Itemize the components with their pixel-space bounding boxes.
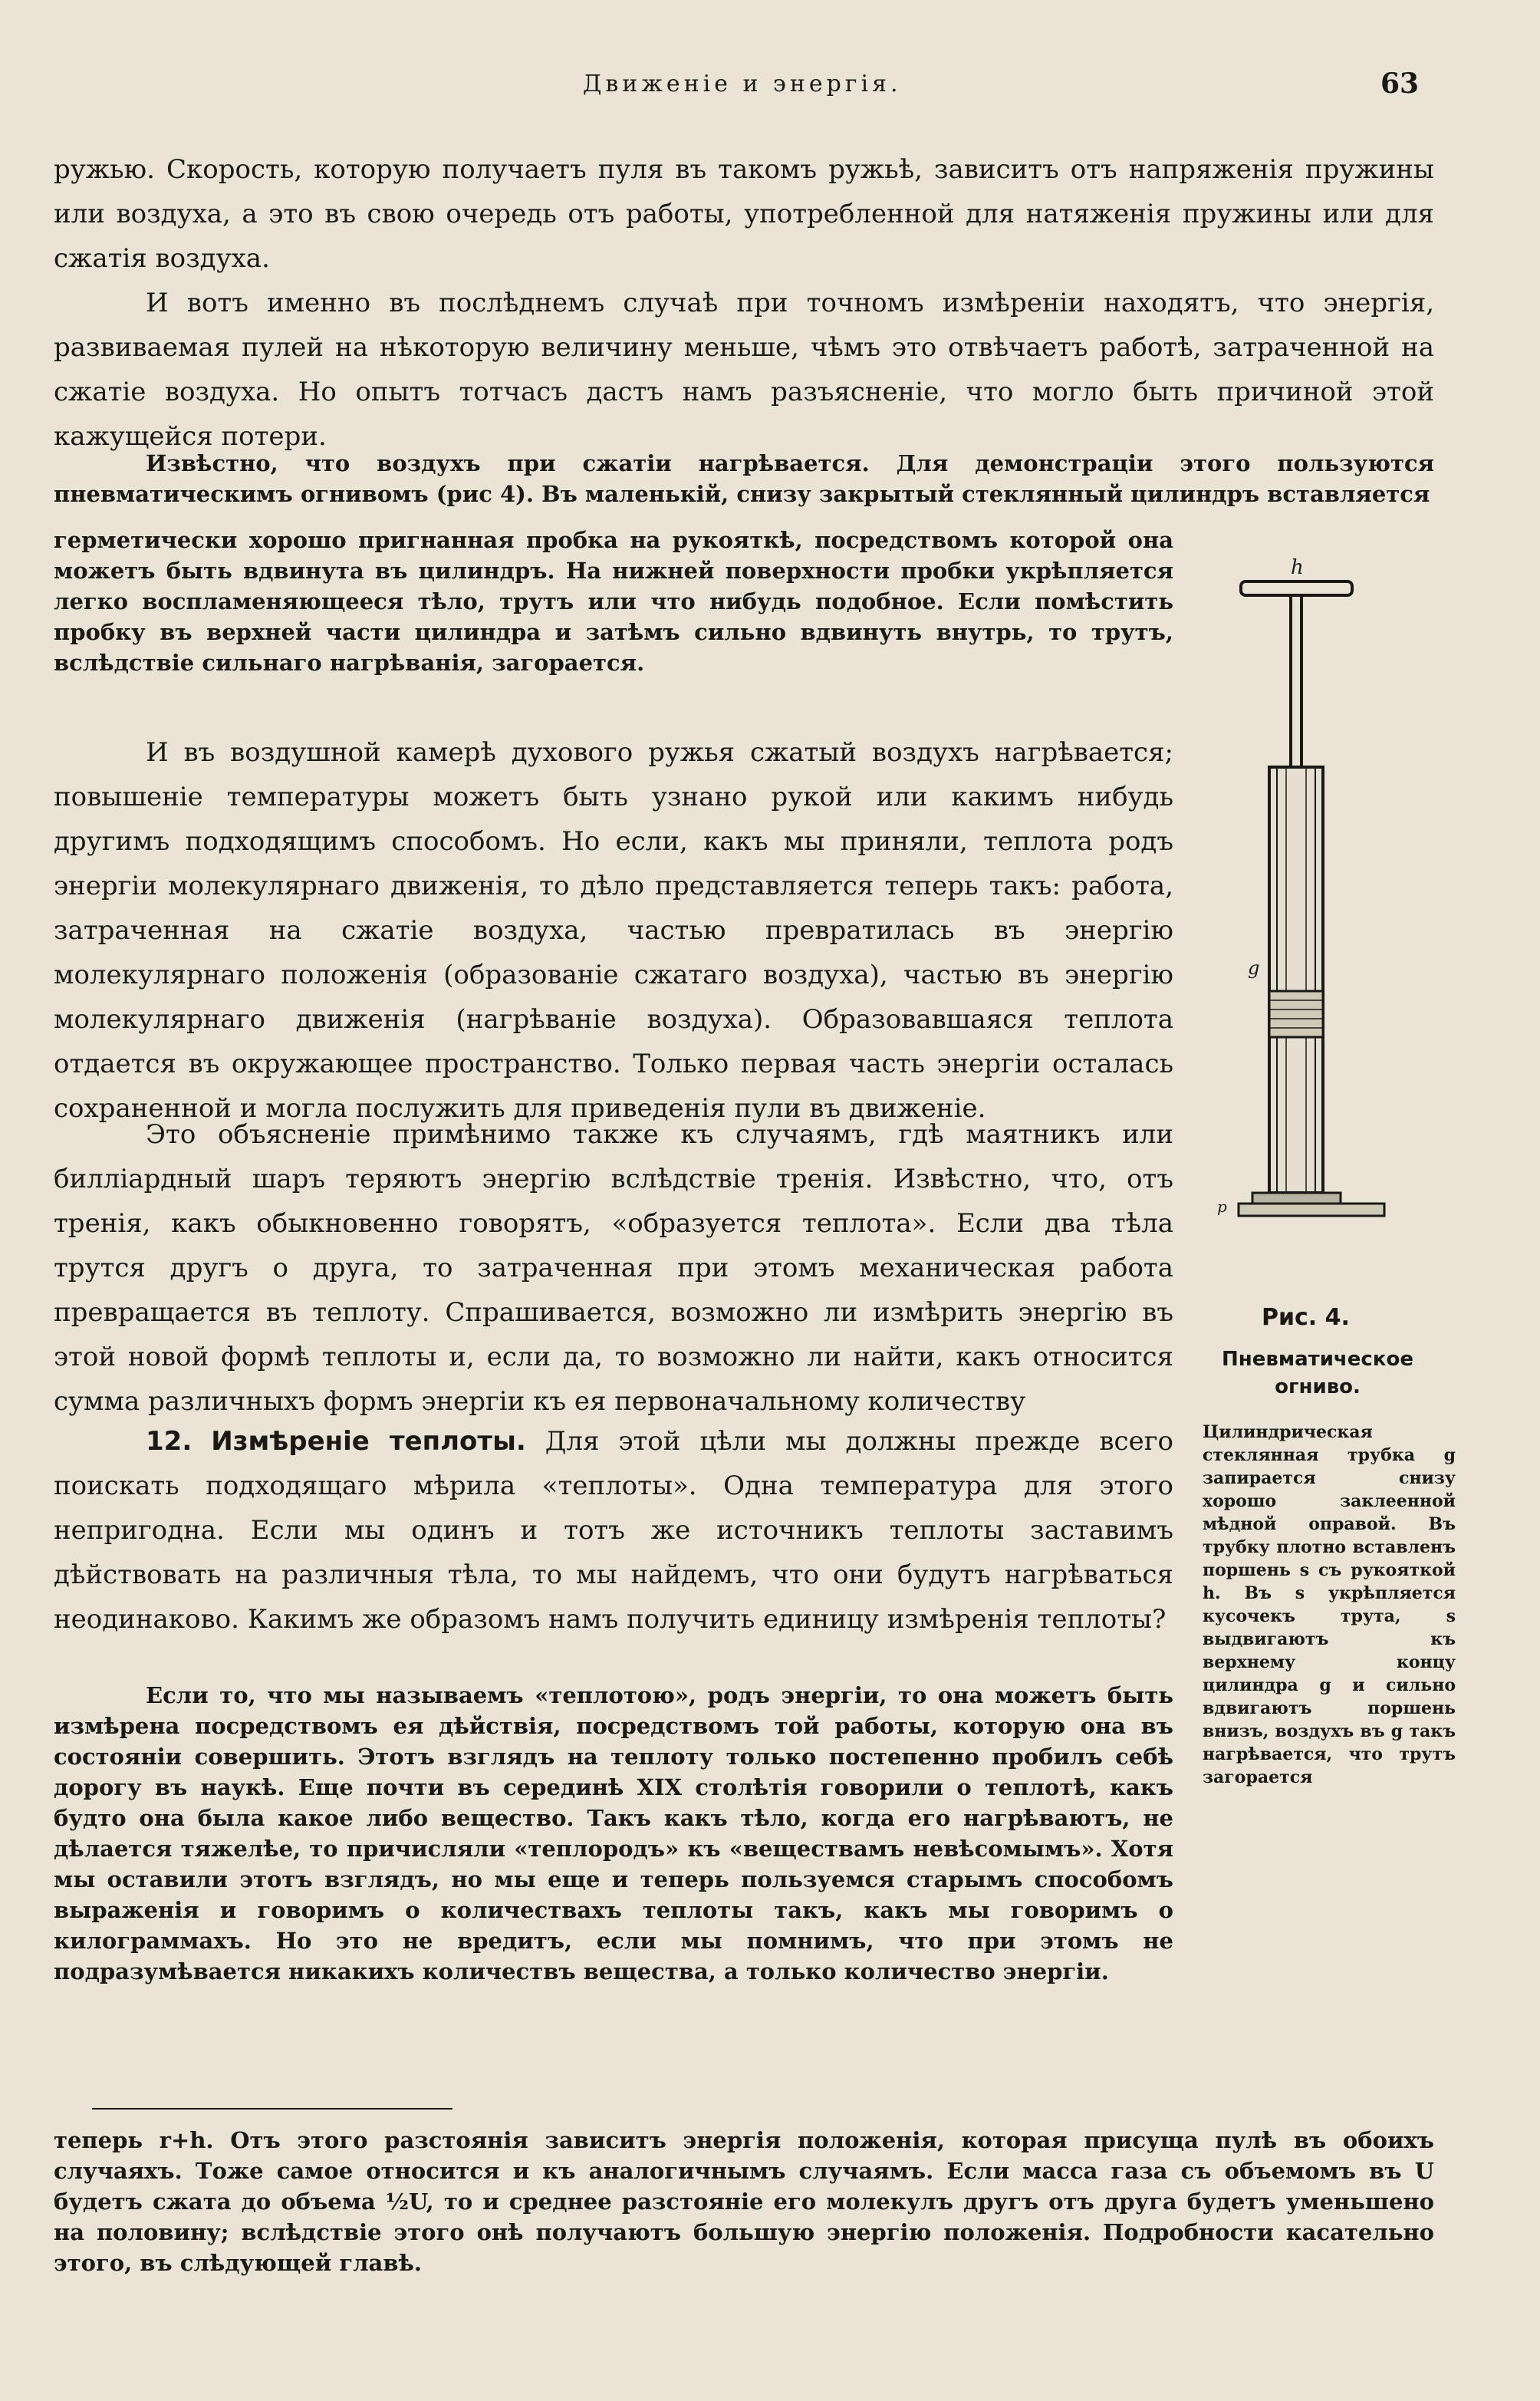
paragraph-2: И вотъ именно въ послѣднемъ случаѣ при точномъ измѣреніи находятъ, что энергія, развиваемая пулей на нѣкоторую величину меньше, чѣмъ это отвѣчаетъ работѣ, затраченной на сжатіе воздуха. Но опытъ тотчасъ дастъ намъ разъясненіе, что могло быть причиной этой кажущейся потери. xyxy=(54,288,1434,452)
piston-handle xyxy=(1241,581,1352,595)
footnote: теперь r+h. Отъ этого разстоянія зависитъ энергія положенія, которая присуща пулѣ въ обоихъ случаяхъ. Тоже самое относится и къ аналогичнымъ случаямъ. Если масса газа съ объемомъ въ U будетъ сжата до объема ½U, то и среднее разстояніе его молекулъ другъ отъ друга будетъ уменьшено на половину; вслѣдствіе этого онѣ получаютъ большую энергію положенія. Подробности касательно этого, въ слѣдующей главѣ. xyxy=(54,2127,1434,2276)
figure-caption: Цилиндрическая стеклянная трубка g запирается снизу хорошо заклеенной мѣдной оправой. Въ трубку плотно вставленъ поршень s съ рукояткой h. Въ s укрѣпляется кусочекъ трута, s выдвигаютъ къ верхнему концу цилиндра g и сильно вдвигаютъ поршень внизъ, воздухъ въ g такъ нагрѣвается, что трутъ загорается xyxy=(1203,1422,1456,1787)
footnote-divider xyxy=(92,2108,452,2110)
pneumatic-fire-piston-figure xyxy=(1216,537,1396,1296)
paragraph-3-full-width: Извѣстно, что воздухъ при сжатіи нагрѣвается. Для демонстраціи этого пользуются пневматическимъ огнивомъ (рис 4). Въ маленькій, снизу закрытый стеклянный цилиндръ вставляется xyxy=(54,450,1434,507)
paragraph-4: И въ воздушной камерѣ духового ружья сжатый воздухъ нагрѣвается; повышеніе температуры можетъ быть узнано рукой или какимъ нибудь другимъ подходящимъ способомъ. Но если, какъ мы приняли, теплота родъ энергіи молекулярнаго движенія, то дѣло представляется теперь такъ: работа, затраченная на сжатіе воздуха, частью превратилась въ энергію молекулярнаго положенія (образованіе сжатаго воздуха), частью въ энергію молекулярнаго движенія (нагрѣваніе воздуха). Образовавшаяся теплота отдается въ окружающее пространство. Только первая часть энергіи осталась сохраненной и могла послужить для приведенія пули въ движеніе. xyxy=(54,737,1173,1124)
paragraph-5: Это объясненіе примѣнимо также къ случаямъ, гдѣ маятникъ или билліардный шаръ теряютъ энергію вслѣдствіе тренія. Извѣстно, что, отъ тренія, какъ обыкновенно говорятъ, «образуется теплота». Если два тѣла трутся другъ о друга, то затраченная при этомъ механическая работа превращается въ теплоту. Спрашивается, возможно ли измѣрить энергію въ этой новой формѣ теплоты и, если да, то возможно ли найти, какъ относится сумма различныхъ формъ энергіи къ ея первоначальному количеству xyxy=(54,1119,1173,1417)
fire-piston-drawing xyxy=(1216,537,1396,1296)
base-plate xyxy=(1239,1204,1384,1216)
figure-title: Пневматическое огниво. xyxy=(1222,1348,1413,1398)
running-title: Движеніе и энергія. xyxy=(583,71,902,97)
section-12-paragraph xyxy=(54,1419,1173,1642)
label-p: p xyxy=(1217,1197,1227,1216)
section-heading: Измѣреніе теплоты. xyxy=(211,1426,526,1457)
section-number: 12. xyxy=(146,1426,192,1457)
brass-mount xyxy=(1252,1193,1341,1204)
label-g: g xyxy=(1248,957,1260,979)
section-12-text: Для этой цѣли мы должны прежде всего поискать подходящаго мѣрила «теплоты». Одна температура для этого непригодна. Если мы одинъ и тотъ же источникъ теплоты заставимъ дѣйствовать на различныя тѣла, то мы найдемъ, что они будутъ нагрѣваться неодинаково. Какимъ же образомъ намъ получить единицу измѣренія теплоты? xyxy=(54,1426,1173,1635)
running-header xyxy=(0,68,1540,117)
paragraph-7: Если то, что мы называемъ «теплотою», родъ энергіи, то она можетъ быть измѣрена посредствомъ ея дѣйствія, посредствомъ той работы, которую она въ состояніи совершить. Этотъ взглядъ на теплоту только постепенно пробилъ себѣ дорогу въ наукѣ. Еще почти въ серединѣ XIX столѣтія говорили о теплотѣ, какъ будто она была какое либо вещество. Такъ какъ тѣло, когда его нагрѣваютъ, не дѣлается тяжелѣе, то причисляли «теплородъ» къ «веществамъ невѣсомымъ». Хотя мы оставили этотъ взглядъ, но мы еще и теперь пользуемся старымъ способомъ выраженія и говоримъ о количествахъ теплоты такъ, какъ мы говоримъ о килограммахъ. Но это не вредитъ, если мы помнимъ, что при этомъ не подразумѣвается никакихъ количествъ вещества, а только количество энергіи. xyxy=(54,1682,1173,1984)
paragraph-3-beside-figure: герметически хорошо пригнанная пробка на рукояткѣ, посредствомъ которой она можетъ быть вдвинута въ цилиндръ. На нижней поверхности пробки укрѣпляется легко воспламеняющееся тѣло, трутъ или что нибудь подобное. Если помѣстить пробку въ верхней части цилиндра и затѣмъ сильно вдвинуть внутрь, то трутъ, вслѣдствіе сильнаго нагрѣванія, загорается. xyxy=(54,527,1173,676)
page-number: 63 xyxy=(1380,68,1420,100)
label-h: h xyxy=(1291,556,1304,579)
figure-number: Рис. 4. xyxy=(1262,1304,1350,1331)
piston-plug xyxy=(1269,991,1323,1037)
paragraph-1: ружью. Скорость, которую получаетъ пуля въ такомъ ружьѣ, зависитъ отъ напряженія пружины или воздуха, а это въ свою очередь отъ работы, употребленной для натяженія пружины или для сжатія воздуха. xyxy=(54,154,1434,274)
